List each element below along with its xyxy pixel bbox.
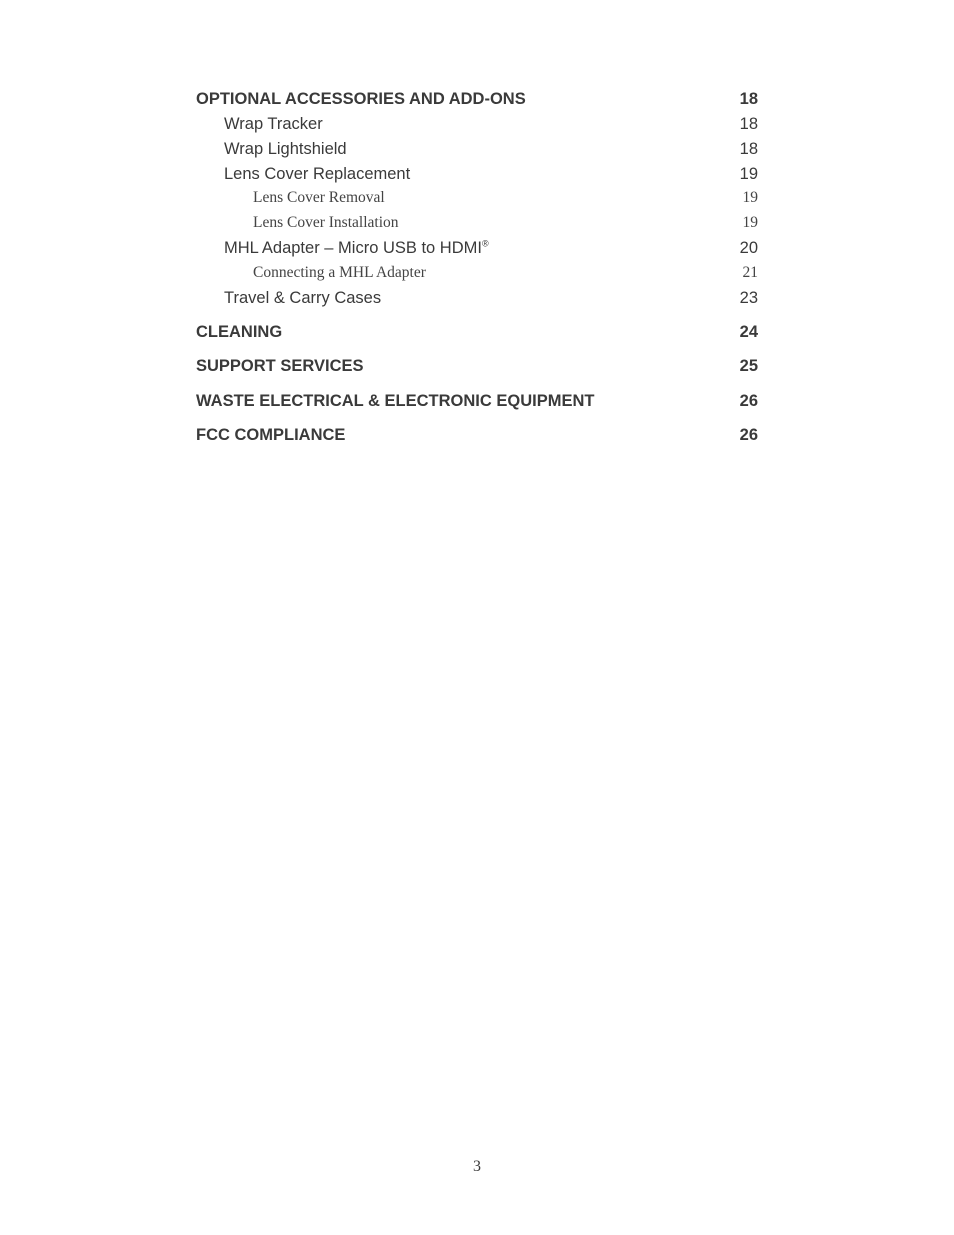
toc-entry-page: 18: [739, 115, 758, 133]
toc-entry-travel-cases[interactable]: [196, 287, 758, 321]
toc-entry-page: 19: [742, 214, 758, 232]
toc-entry-weee[interactable]: [196, 390, 758, 425]
toc-entry-page: 26: [739, 391, 758, 410]
toc-entry-fcc-compliance[interactable]: [196, 424, 758, 459]
toc-entry-mhl-adapter[interactable]: [196, 237, 758, 262]
toc-entry-page: 18: [739, 90, 758, 108]
toc-entry-title: Wrap Lightshield: [224, 139, 347, 158]
toc-entry-support-services[interactable]: [196, 355, 758, 390]
toc-entry-lens-cover-removal[interactable]: [196, 187, 758, 212]
toc-entry-page: 25: [739, 357, 758, 376]
toc-entry-title: WASTE ELECTRICAL & ELECTRONIC EQUIPMENT: [196, 391, 595, 410]
toc-entry-title: OPTIONAL ACCESSORIES AND ADD-ONS: [196, 90, 526, 108]
toc-entry-title: Lens Cover Removal: [253, 189, 385, 207]
toc-entry-page: 19: [742, 189, 758, 207]
toc-entry-title: Travel & Carry Cases: [224, 288, 382, 307]
toc-entry-title: Lens Cover Installation: [253, 214, 399, 232]
table-of-contents: [196, 88, 758, 459]
toc-entry-title: Lens Cover Replacement: [224, 164, 411, 183]
toc-entry-page: 20: [739, 238, 758, 257]
toc-entry-optional-accessories[interactable]: [196, 88, 758, 113]
toc-entry-page: 23: [739, 288, 758, 307]
toc-entry-wrap-lightshield[interactable]: [196, 138, 758, 163]
toc-entry-page: 21: [742, 263, 758, 281]
toc-entry-page: 19: [739, 164, 758, 183]
toc-entry-title-wrap: [224, 237, 489, 259]
toc-entry-title: FCC COMPLIANCE: [196, 426, 346, 445]
toc-entry-lens-cover-replacement[interactable]: [196, 163, 758, 188]
toc-entry-wrap-tracker[interactable]: [196, 113, 758, 138]
page-number: 3: [473, 1158, 481, 1175]
registered-mark: ®: [481, 238, 489, 249]
toc-entry-cleaning[interactable]: [196, 321, 758, 356]
toc-entry-title: Wrap Tracker: [224, 115, 323, 133]
toc-entry-lens-cover-installation[interactable]: [196, 212, 758, 237]
toc-entry-page: 24: [739, 322, 758, 341]
toc-entry-title: MHL Adapter – Micro USB to HDMI: [224, 238, 482, 257]
toc-entry-title: SUPPORT SERVICES: [196, 357, 364, 376]
toc-entry-title: Connecting a MHL Adapter: [253, 263, 426, 281]
toc-entry-page: 18: [739, 139, 758, 158]
toc-entry-page: 26: [739, 426, 758, 445]
toc-entry-title: CLEANING: [196, 322, 283, 341]
toc-entry-connecting-mhl[interactable]: [196, 262, 758, 287]
